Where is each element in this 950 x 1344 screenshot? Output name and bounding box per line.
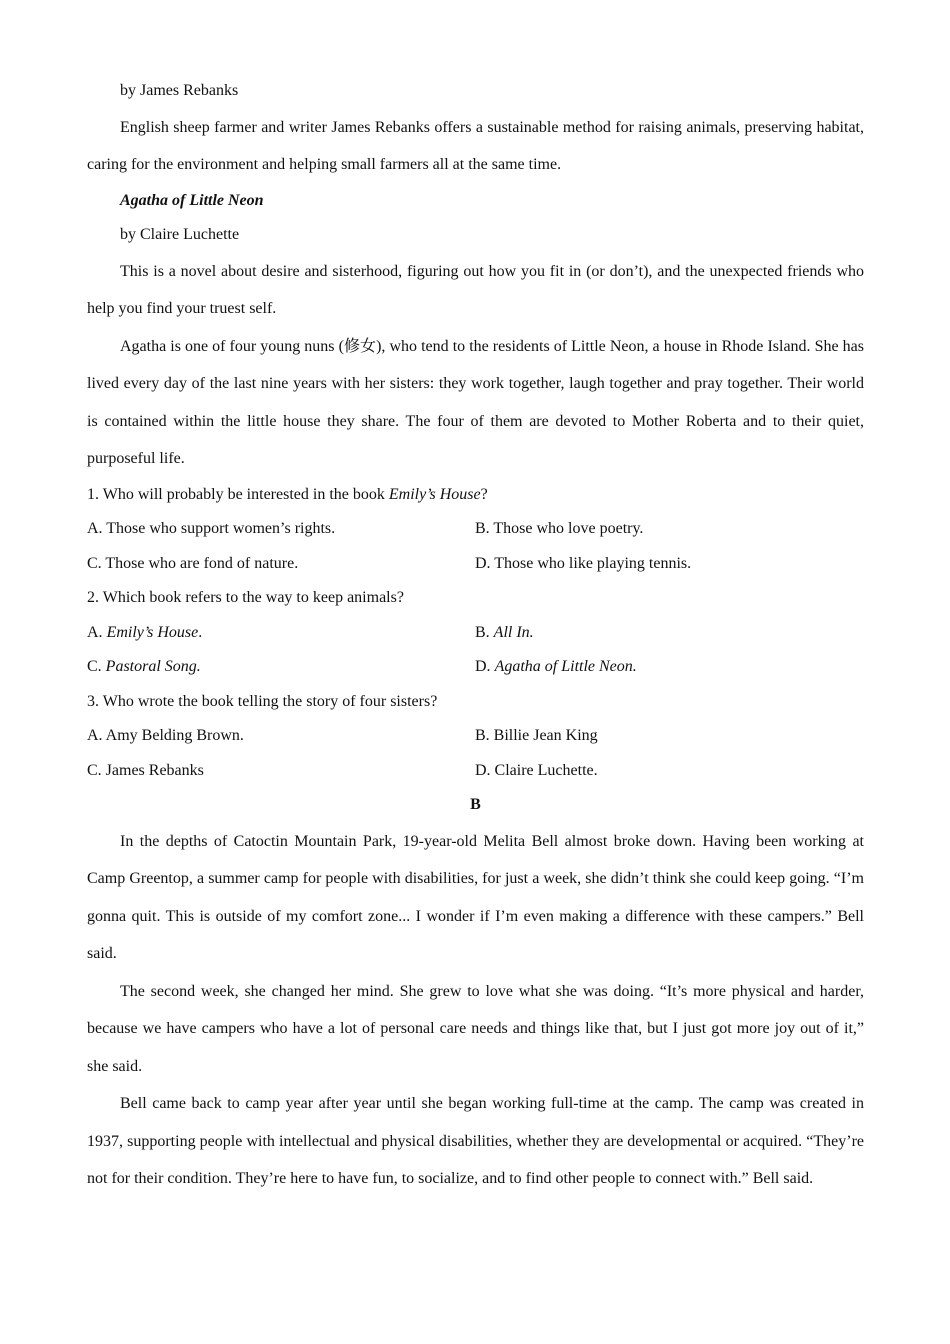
question-3-options-row-1 (87, 719, 864, 754)
book-title-agatha: Agatha of Little Neon (120, 191, 264, 209)
section-b-paragraph-2: The second week, she changed her mind. She grew to love what she was doing. “It’s more physical and harder, because we have campers who have a lot of personal care needs and things like that, but I just got more joy out of it,” she said. (87, 982, 864, 1075)
byline-luchette: by Claire Luchette (120, 226, 240, 243)
q2-option-d (475, 650, 864, 685)
section-b-paragraph-3: Bell came back to camp year after year until she began working full-time at the camp. The camp was created in 1937, supporting people with intellectual and physical disabilities, whether they are developmental or acquired. “They’re not for their condition. They’re here to have fun, to socialize, and to find other people to connect with.” Bell said. (87, 1095, 864, 1187)
question-3-stem: 3. Who wrote the book telling the story of four sisters? (87, 692, 438, 710)
section-b-paragraph-1: In the depths of Catoctin Mountain Park, 19-year-old Melita Bell almost broke down. Having been working at Camp Greentop, a summer camp for people with disabilities, for just a week, she didn’t think she could keep going. “I’m gonna quit. This is outside of my comfort zone... I wonder if I’m even making a difference with these campers.” Bell said. (87, 832, 864, 962)
q3-option-c: C. James Rebanks (87, 761, 204, 779)
question-2-options-row-2 (87, 650, 864, 685)
q1-option-c: C. Those who are fond of nature. (87, 554, 299, 572)
q2-option-c-title: Pastoral Song. (105, 658, 201, 675)
question-1-mark: ? (480, 485, 488, 503)
q2-option-a-title: Emily’s House (106, 623, 199, 641)
agatha-description-1: This is a novel about desire and sisterhood, figuring out how you fit in (or don’t), and the unexpected friends who help you find your truest self. (87, 262, 864, 317)
q1-option-a: A. Those who support women’s rights. (87, 520, 336, 537)
q2-option-b-title: All In. (493, 623, 534, 641)
rebanks-description: English sheep farmer and writer James Rebanks offers a sustainable method for raising animals, preserving habitat, caring for the environment and helping small farmers all at the same time. (87, 118, 864, 173)
q3-option-b: B. Billie Jean King (475, 727, 598, 744)
question-1-options-row-2 (87, 547, 864, 582)
q3-option-d: D. Claire Luchette. (475, 761, 598, 779)
question-2-stem: 2. Which book refers to the way to keep animals? (87, 589, 404, 606)
q2-option-d-letter: D. (475, 658, 495, 675)
section-b-heading: B (470, 796, 481, 813)
question-1-stem (87, 478, 864, 513)
question-2-options-row-1 (87, 616, 864, 651)
q2-option-a-letter: A. (87, 623, 107, 641)
q2-option-d-title: Agatha of Little Neon. (494, 658, 637, 675)
question-3-options-row-2 (87, 754, 864, 789)
question-1-book-title: Emily’s House (388, 485, 481, 503)
q2-option-a-period: . (198, 623, 203, 641)
document-page (87, 74, 864, 1198)
q2-option-b-letter: B. (475, 623, 494, 641)
q2-option-c (87, 650, 475, 685)
byline-rebanks: by James Rebanks (120, 82, 239, 99)
q1-option-d: D. Those who like playing tennis. (475, 554, 692, 572)
q2-option-a (87, 616, 475, 651)
question-1-text: 1. Who will probably be interested in the book (87, 485, 389, 503)
q1-option-b: B. Those who love poetry. (475, 520, 644, 537)
q2-option-c-letter: C. (87, 658, 106, 675)
question-1-options-row-1 (87, 512, 864, 547)
agatha-description-2: Agatha is one of four young nuns (修女), who tend to the residents of Little Neon, a house in Rhode Island. She has lived every day of the last nine years with her sisters: they work together, laugh together and pray together. Their world is contained within the little house they share. The four of them are devoted to Mother Roberta and to their quiet, purposeful life. (87, 337, 864, 467)
q2-option-b (475, 616, 864, 651)
q3-option-a: A. Amy Belding Brown. (87, 727, 244, 744)
